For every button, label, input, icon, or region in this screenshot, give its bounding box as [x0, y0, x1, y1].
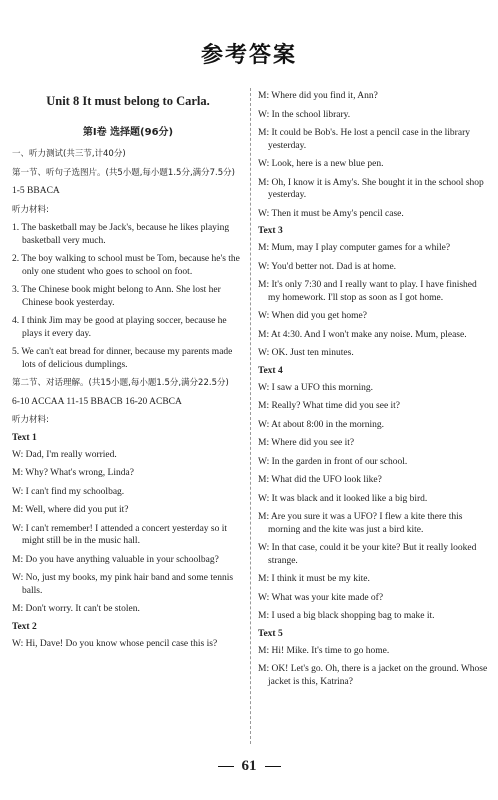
paragraph-line: 一、听力测试(共三节,计40分) — [12, 149, 126, 159]
paragraph-line: M: It's only 7:30 and I really want to play. I have finished my homework. I'll stop as soon as I got home. — [258, 280, 477, 303]
right-column — [258, 90, 490, 694]
page-title: 参考答案 — [200, 43, 297, 68]
paragraph-line: W: No, just my books, my pink hair band and some tennis balls. — [12, 573, 234, 596]
left-column-body — [12, 148, 244, 650]
paragraph-line: M: Hi! Mike. It's time to go home. — [258, 645, 390, 656]
footer-dash-left — [218, 766, 234, 767]
paragraph-line: W: At about 8:00 in the morning. — [258, 419, 385, 430]
left-column — [12, 90, 244, 656]
text-label: Text 3 — [258, 226, 283, 236]
paragraph-line: W: It was black and it looked like a big bird. — [258, 493, 428, 504]
paragraph-line: M: Don't worry. It can't be stolen. — [12, 604, 140, 614]
paragraph-line: M: Do you have anything valuable in your schoolbag? — [12, 554, 219, 565]
paragraph-line: 3. The Chinese book might belong to Ann. She lost her Chinese book yesterday. — [12, 285, 221, 308]
paragraph-line: W: Hi, Dave! Do you know whose pencil case this is? — [12, 638, 218, 649]
right-column-body — [258, 90, 490, 688]
paragraph-line: M: Mum, may I play computer games for a while? — [258, 243, 451, 253]
paragraph-line: W: Look, here is a new blue pen. — [258, 159, 384, 169]
paragraph-line: 1. The basketball may be Jack's, because he likes playing basketball very much. — [12, 223, 230, 246]
text-label: Text 1 — [12, 432, 37, 443]
text-label: Text 5 — [258, 628, 283, 639]
paragraph-line: 听力材料: — [12, 204, 49, 215]
paragraph-line: M: I used a big black shopping bag to make it. — [258, 611, 435, 621]
paragraph-line: M: Oh, I know it is Amy's. She bought it in the school shop yesterday. — [258, 177, 484, 200]
footer-dash-right — [265, 766, 281, 767]
paragraph-line: 听力材料: — [12, 415, 49, 425]
text-label: Text 2 — [12, 621, 37, 632]
paragraph-line: M: At 4:30. And I won't make any noise. Mum, please. — [258, 329, 467, 340]
paragraph-line: 第二节、对话理解。(共15小题,每小题1.5分,满分22.5分) — [12, 378, 229, 388]
unit-title: Unit 8 It must belong to Carla. — [46, 94, 210, 108]
paragraph-line: M: Are you sure it was a UFO? I flew a kite there this morning and the kite was just a bird kite. — [258, 512, 463, 535]
paragraph-line: W: I can't find my schoolbag. — [12, 486, 125, 497]
paragraph-line: M: Where did you see it? — [258, 438, 355, 448]
paragraph-line: M: I think it must be my kite. — [258, 574, 370, 584]
paragraph-line: W: I saw a UFO this morning. — [258, 382, 373, 393]
paragraph-line: W: When did you get home? — [258, 311, 367, 321]
page-number — [0, 758, 498, 775]
paragraph-line: 2. The boy walking to school must be Tom, because he's the only one student who goes to school on foot. — [12, 254, 240, 277]
paragraph-line: M: OK! Let's go. Oh, there is a jacket on the ground. Whose jacket is this, Katrina? — [258, 664, 488, 687]
paragraph-line: W: Dad, I'm really worried. — [12, 449, 117, 460]
paragraph-line: M: Why? What's wrong, Linda? — [12, 468, 134, 478]
text-label: Text 4 — [258, 365, 283, 376]
paragraph-line: W: In the school library. — [258, 109, 351, 120]
paragraph-line: M: Where did you find it, Ann? — [258, 91, 378, 101]
paragraph-line: M: Well, where did you put it? — [12, 505, 129, 515]
paragraph-line: W: In the garden in front of our school. — [258, 456, 408, 467]
paragraph-line: M: It could be Bob's. He lost a pencil case in the library yesterday. — [258, 128, 470, 151]
page-number-text: 61 — [241, 758, 257, 774]
paragraph-line: W: In that case, could it be your kite? But it really looked strange. — [258, 543, 477, 566]
paragraph-line: W: You'd better not. Dad is at home. — [258, 261, 397, 272]
paragraph-line: W: Then it must be Amy's pencil case. — [258, 208, 404, 219]
paragraph-line: M: What did the UFO look like? — [258, 475, 382, 485]
section-title: 第Ⅰ卷 选择题(96分) — [82, 127, 174, 138]
paragraph-line: 4. I think Jim may be good at playing soccer, because he plays it every day. — [12, 316, 227, 339]
paragraph-line: W: I can't remember! I attended a concert yesterday so it might still be in the music hall. — [12, 523, 228, 546]
paragraph-line: 5. We can't eat bread for dinner, because my parents made lots of delicious dumplings. — [12, 347, 233, 370]
paragraph-line: 6-10 ACCAA 11-15 BBACB 16-20 ACBCA — [12, 396, 182, 407]
paragraph-line: 1-5 BBACA — [12, 186, 60, 196]
column-divider — [250, 88, 252, 744]
paragraph-line: 第一节、听句子选图片。(共5小题,每小题1.5分,满分7.5分) — [12, 167, 235, 178]
paragraph-line: M: Really? What time did you see it? — [258, 401, 401, 411]
paragraph-line: W: What was your kite made of? — [258, 592, 384, 603]
paragraph-line: W: OK. Just ten minutes. — [258, 348, 354, 358]
